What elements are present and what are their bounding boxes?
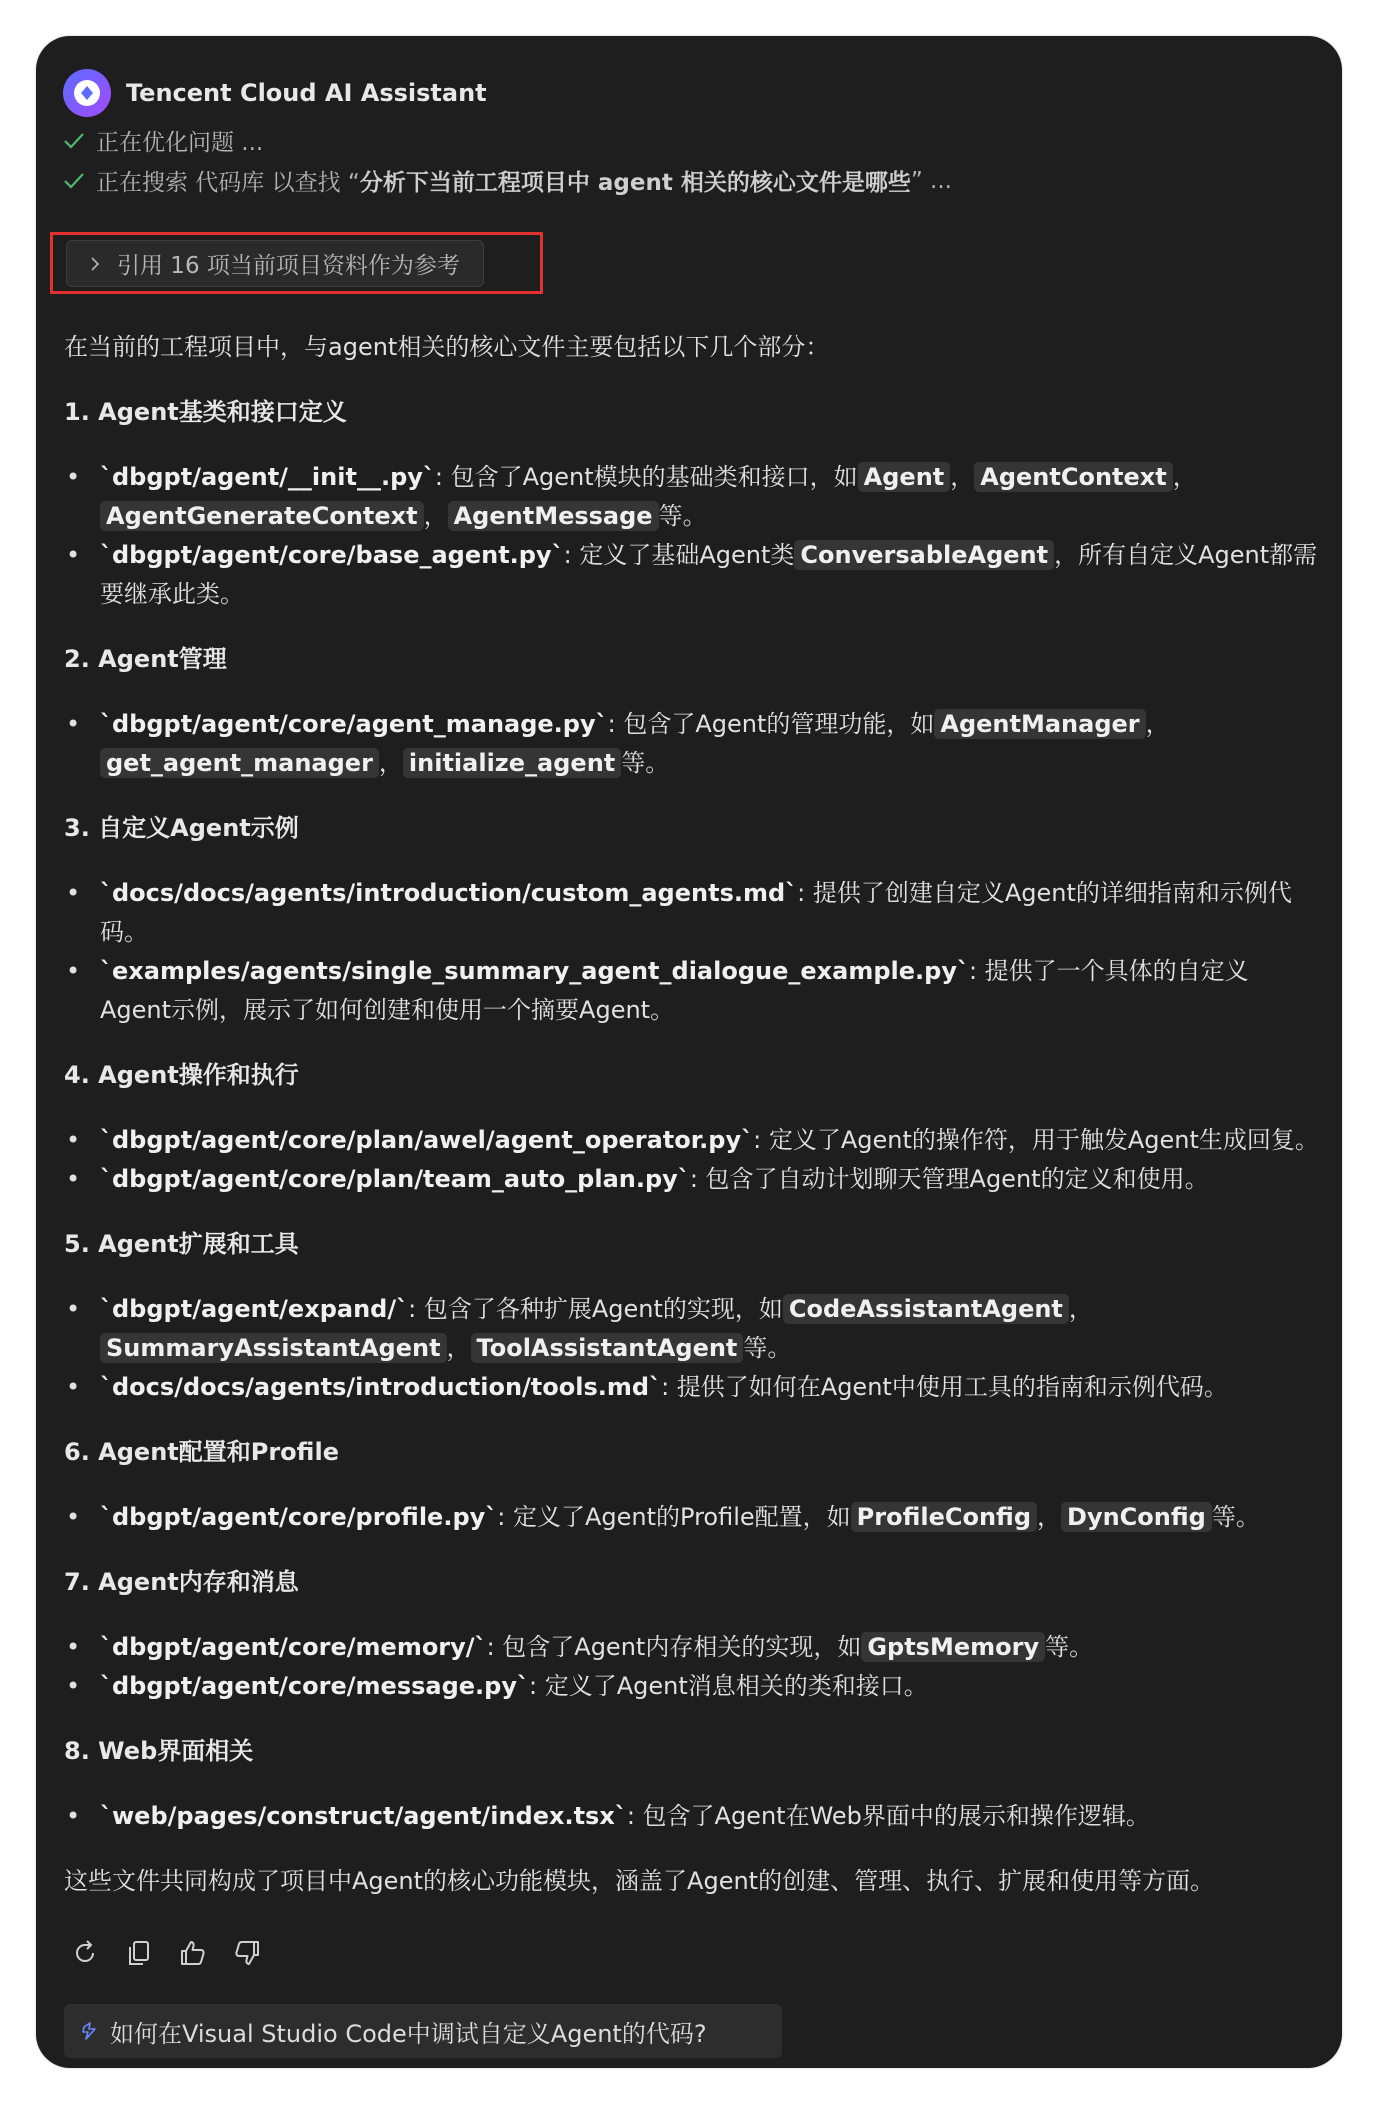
thumbs-down-icon [232,1938,262,1968]
code-span: SummaryAssistantAgent [100,1333,447,1363]
section-heading: 6. Agent配置和Profile [64,1438,339,1466]
list-item: • `dbgpt/agent/core/message.py`: 定义了Agent消息相关的类和接口。 [64,1667,1319,1706]
code-span: ProfileConfig [851,1502,1037,1532]
code-span: GptsMemory [861,1632,1045,1662]
chat-message-card [36,36,1342,2068]
file-path: `dbgpt/agent/core/base_agent.py` [100,541,564,569]
code-span: AgentManager [934,709,1145,739]
file-path: `docs/docs/agents/introduction/tools.md` [100,1373,662,1401]
file-path: `dbgpt/agent/core/plan/awel/agent_operator.py` [100,1126,754,1154]
file-path: `docs/docs/agents/introduction/custom_agents.md` [100,879,798,907]
suggested-question-button[interactable] [64,2004,782,2058]
copy-button[interactable] [120,1934,158,1972]
list-item: • `dbgpt/agent/core/profile.py`: 定义了Agent的Profile配置，如 ProfileConfig ， DynConfig 等。 [64,1498,1319,1537]
section-heading: 3. 自定义Agent示例 [64,814,299,842]
check-icon [62,129,86,153]
step-search-prefix: 正在搜索 代码库 以查找 “ [96,170,360,196]
answer-content [64,328,1319,1901]
file-path: `dbgpt/agent/core/message.py` [100,1672,529,1700]
sparkle-icon [80,2021,100,2041]
reference-label: 引用 16 项当前项目资料作为参考 [117,253,460,279]
thumbs-down-button[interactable] [228,1934,266,1972]
section-heading: 5. Agent扩展和工具 [64,1230,299,1258]
file-path: `web/pages/construct/agent/index.tsx` [100,1802,627,1830]
section-heading: 8. Web界面相关 [64,1737,254,1765]
step-search-suffix: ” ... [910,167,952,194]
message-actions [66,1934,266,1972]
step-search [62,164,952,197]
list-item: • `dbgpt/agent/core/base_agent.py`: 定义了基础Agent类 ConversableAgent ，所有自定义Agent都需要继承此类。 [64,536,1319,614]
file-path: `dbgpt/agent/core/profile.py` [100,1503,498,1531]
list-item: • `examples/agents/single_summary_agent_dialogue_example.py`: 提供了一个具体的自定义Agent示例，展示了如何创建和使用一个摘要Agent。 [64,952,1319,1030]
section-heading: 7. Agent内存和消息 [64,1568,299,1596]
code-span: initialize_agent [403,748,621,778]
regenerate-button[interactable] [66,1934,104,1972]
copy-icon [124,1938,154,1968]
step-optimize [62,124,263,157]
answer-conclusion: 这些文件共同构成了项目中Agent的核心功能模块，涵盖了Agent的创建、管理、执行、扩展和使用等方面。 [64,1867,1215,1895]
list-item: • `dbgpt/agent/core/plan/awel/agent_operator.py`: 定义了Agent的操作符，用于触发Agent生成回复。 [64,1121,1319,1160]
section-list [64,1628,1319,1706]
list-item: • `dbgpt/agent/core/agent_manage.py`: 包含了Agent的管理功能，如 AgentManager ，get_agent_manager ， initialize_agent 等。 [64,705,1319,783]
assistant-header [62,68,487,118]
list-item: • `docs/docs/agents/introduction/tools.md`: 提供了如何在Agent中使用工具的指南和示例代码。 [64,1368,1319,1407]
list-item: • `dbgpt/agent/__init__.py`: 包含了Agent模块的基础类和接口，如 Agent ， AgentContext ，AgentGenerateContext ， AgentMessage 等。 [64,458,1319,536]
code-span: ConversableAgent [794,540,1054,570]
section-list [64,874,1319,1030]
suggested-question-text: 如何在Visual Studio Code中调试自定义Agent的代码? [110,2019,707,2048]
code-span: AgentMessage [448,501,659,531]
code-span: Agent [858,462,951,492]
list-item: • `dbgpt/agent/core/memory/`: 包含了Agent内存相关的实现，如 GptsMemory 等。 [64,1628,1319,1667]
code-span: ToolAssistantAgent [471,1333,744,1363]
list-item: • `web/pages/construct/agent/index.tsx`: 包含了Agent在Web界面中的展示和操作逻辑。 [64,1797,1319,1836]
file-path: `dbgpt/agent/expand/` [100,1295,409,1323]
code-span: get_agent_manager [100,748,379,778]
list-item: • `docs/docs/agents/introduction/custom_agents.md`: 提供了创建自定义Agent的详细指南和示例代码。 [64,874,1319,952]
section-heading: 2. Agent管理 [64,645,227,673]
section-list [64,1797,1319,1836]
file-path: `examples/agents/single_summary_agent_dialogue_example.py` [100,957,969,985]
regenerate-icon [70,1938,100,1968]
answer-intro: 在当前的工程项目中，与agent相关的核心文件主要包括以下几个部分： [64,333,830,361]
assistant-title: Tencent Cloud AI Assistant [126,79,487,107]
code-span: AgentContext [974,462,1172,492]
section-list [64,1121,1319,1199]
thumbs-up-icon [178,1938,208,1968]
file-path: `dbgpt/agent/core/memory/` [100,1633,487,1661]
list-item: • `dbgpt/agent/expand/`: 包含了各种扩展Agent的实现，如 CodeAssistantAgent ，SummaryAssistantAgent ， ToolAssistantAgent 等。 [64,1290,1319,1368]
step-search-query: 分析下当前工程项目中 agent 相关的核心文件是哪些 [359,170,911,196]
check-icon [62,169,86,193]
section-list [64,458,1319,614]
file-path: `dbgpt/agent/core/plan/team_auto_plan.py` [100,1165,690,1193]
code-span: DynConfig [1061,1502,1212,1532]
list-item: • `dbgpt/agent/core/plan/team_auto_plan.py`: 包含了自动计划聊天管理Agent的定义和使用。 [64,1160,1319,1199]
section-heading: 1. Agent基类和接口定义 [64,398,347,426]
section-list [64,1498,1319,1537]
section-heading: 4. Agent操作和执行 [64,1061,299,1089]
file-path: `dbgpt/agent/__init__.py` [100,463,435,491]
step-optimize-text: 正在优化问题 ... [96,130,264,156]
code-span: CodeAssistantAgent [783,1294,1069,1324]
thumbs-up-button[interactable] [174,1934,212,1972]
chevron-right-icon [87,256,103,272]
code-span: AgentGenerateContext [100,501,424,531]
assistant-logo-icon [62,68,112,118]
file-path: `dbgpt/agent/core/agent_manage.py` [100,710,608,738]
reference-toggle-button[interactable] [66,240,484,287]
section-list [64,705,1319,783]
section-list [64,1290,1319,1407]
